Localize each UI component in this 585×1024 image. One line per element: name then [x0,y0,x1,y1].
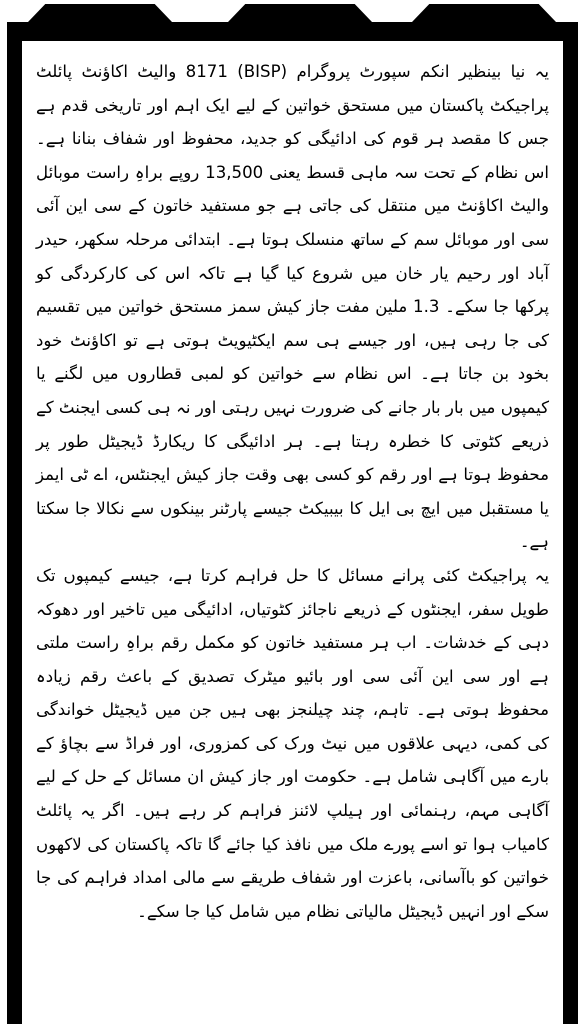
article-paragraph-1: یہ نیا بینظیر انکم سپورٹ پروگرام (BISP) 8171 والیٹ اکاؤنٹ پائلٹ پراجیکٹ پاکستان میں مستحق خواتین کے لیے ایک اہم اور تاریخی قدم ہے جس کا مقصد ہر قوم کی ادائیگی کو جدید، محفوظ اور شفاف بنانا ہے۔ اس نظام کے تحت سہ ماہی قسط یعنی 13,500 روپے براہِ راست موبائل والیٹ اکاؤنٹ میں منتقل کی جاتی ہے جو مستفید خاتون کے سی این آئی سی اور موبائل سم کے ساتھ منسلک ہوتا ہے۔ ابتدائی مرحلہ سکھر، حیدر آباد اور رحیم یار خان میں شروع کیا گیا ہے تاکہ اس کی کارکردگی کو پرکھا جا سکے۔ 1.3 ملین مفت جاز کیش سمز مستحق خواتین میں تقسیم کی جا رہی ہیں، اور جیسے ہی سم ایکٹیویٹ ہوتی ہے تو اکاؤنٹ خود بخود بن جاتا ہے۔ اس نظام سے خواتین کو لمبی قطاروں میں لگنے یا کیمپوں میں بار بار جانے کی ضرورت نہیں رہتی اور نہ ہی کسی ایجنٹ کے ذریعے کٹوتی کا خطرہ رہتا ہے۔ ہر ادائیگی کا ریکارڈ ڈیجیٹل طور پر محفوظ ہوتا ہے اور رقم کو کسی بھی وقت جاز کیش ایجنٹس، اے ٹی ایمز یا مستقبل میں ایچ بی ایل کا بیبیکٹ جیسے پارٹنر بینکوں سے نکالا جا سکتا ہے۔ [36,62,549,552]
page-frame [7,22,578,1024]
article-paragraph-2: یہ پراجیکٹ کئی پرانے مسائل کا حل فراہم کرتا ہے، جیسے کیمپوں تک طویل سفر، ایجنٹوں کے ذریعے ناجائز کٹوتیاں، ادائیگی میں تاخیر اور دھوکہ دہی کے خدشات۔ اب ہر مستفید خاتون کو مکمل رقم براہِ راست ملتی ہے اور سی این آئی سی اور بائیو میٹرک تصدیق کے باعث رقم زیادہ محفوظ ہوتی ہے۔ تاہم، چند چیلنجز بھی ہیں جن میں ڈیجیٹل خواندگی کی کمی، دیہی علاقوں میں نیٹ ورک کی کمزوری، اور فراڈ سے بچاؤ کے بارے میں آگاہی شامل ہے۔ حکومت اور جاز کیش ان مسائل کے حل کے لیے آگاہی مہم، رہنمائی اور ہیلپ لائنز فراہم کر رہے ہیں۔ اگر یہ پائلٹ کامیاب ہوا تو اسے پورے ملک میں نافذ کیا جائے گا تاکہ پاکستان کی لاکھوں خواتین کو باآسانی، باعزت اور شفاف طریقے سے مالی امداد فراہم کی جا سکے اور انہیں ڈیجیٹل مالیاتی نظام میں شامل کیا جا سکے۔ [36,565,549,921]
text-panel [19,38,566,1024]
